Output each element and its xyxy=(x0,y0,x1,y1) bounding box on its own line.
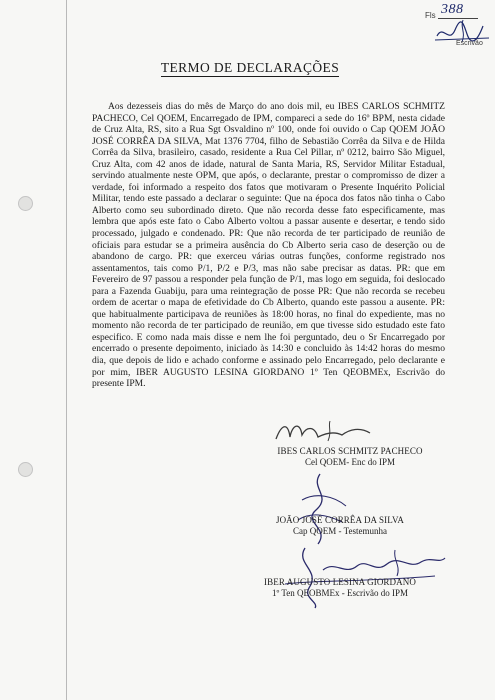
signatory-name: JOÃO JOSÉ CORRÊA DA SILVA xyxy=(275,515,405,525)
signatory-name: IBES CARLOS SCHMITZ PACHECO xyxy=(277,446,423,456)
signatory-role: Cap QOEM - Testemunha xyxy=(293,526,387,536)
document-title xyxy=(130,60,370,76)
punch-hole-top xyxy=(18,196,33,211)
clerk-signature xyxy=(275,540,450,610)
signature-block-investigator xyxy=(255,446,445,468)
signatory-role: 1º Ten QEOBMEx - Escrivão do IPM xyxy=(272,588,408,598)
signature-block-clerk xyxy=(240,577,440,599)
folio-label: Fls xyxy=(425,11,436,20)
margin-rule xyxy=(66,0,67,700)
punch-hole-bottom xyxy=(18,462,33,477)
signature-block-declarant xyxy=(260,515,420,537)
folio-clerk-label: Escrivão xyxy=(456,40,483,47)
investigator-signature xyxy=(270,415,390,447)
declaration-body: Aos dezesseis dias do mês de Março do ano dois mil, eu IBES CARLOS SCHMITZ PACHECO, Cel QOEM, Encarregado de IPM, compareci a sede do 16º BPM, nesta cidade de Cruz Alta, RS, sito a Rua Sgt Osvaldino nº 100, onde foi ouvido o Cap QOEM JOÃO JOSÉ CORRÊA DA SILVA, Mat 1376 7704, filho de Sebastião Corrêa da Silva e de Hilda Corrêa da Silva, brasileiro, casado, residente a Rua Cel Pillar, nº 0212, bairro São Miguel, Cruz Alta, com 42 anos de idade, natural de Santa Maria, RS, Servidor Militar Estadual, servindo atualmente neste OPM, que após, o declarante, prestar o compromisso de dizer a verdade, foi informado a respeito dos fatos que motivaram o Presente Inquérito Policial Militar, tendo este passado a declarar o seguinte: Que na época dos fatos não tinha o Cabo Alberto como seu subordinado direto. Que não recorda desse fato especificamente, mas lembra que após este fato o Cabo Alberto voltou a passar ausente e desertar, e tendo sido processado, julgado e condenado. PR: Que não recorda de ter participado de reunião de oficiais para estudar se a primeira ausência do Cb Alberto seria caso de deserção ou de abandono de cargo. PR: que exerceu várias outras funções, conforme registrado nos assentamentos, tais como P/1, P/2 e P/3, mas não sabe precisar as datas. PR: que em Fevereiro de 97 passou a responder pela função de P/1, mas logo em seguida, foi deslocado para a Fazenda Guabiju, para uma reintegração de posse PR: Que não recorda se recebeu ordem de acertar o mapa de efetividade do Cb Alberto, quando este passou a ausente. PR: que habitualmente participava de reuniões às 18:00 horas, no final do expediente, mas no momento não recorda de ter participado de reunião, em que tivesse sido estudado este fato especifico. E como nada mais disse e nem lhe foi perguntado, deu o Sr Encarregado por encerrado o presente depoimento, iniciado às 14:30 e concluido às 14:42 horas do mesmo dia, que depois de lido e achado conforme e assinado pelo Encarregado, pelo declarante e por mim, IBER AUGUSTO LESINA GIORDANO 1º Ten QEOBMEx, Escrivão do presente IPM. xyxy=(92,101,445,390)
folio-number: 388 xyxy=(441,2,464,17)
declarant-signature xyxy=(280,470,360,550)
document-title-text: TERMO DE DECLARAÇÕES xyxy=(160,60,340,75)
signatory-role: Cel QOEM- Enc do IPM xyxy=(305,457,395,467)
signatory-name: IBER AUGUSTO LESINA GIORDANO xyxy=(264,577,416,587)
